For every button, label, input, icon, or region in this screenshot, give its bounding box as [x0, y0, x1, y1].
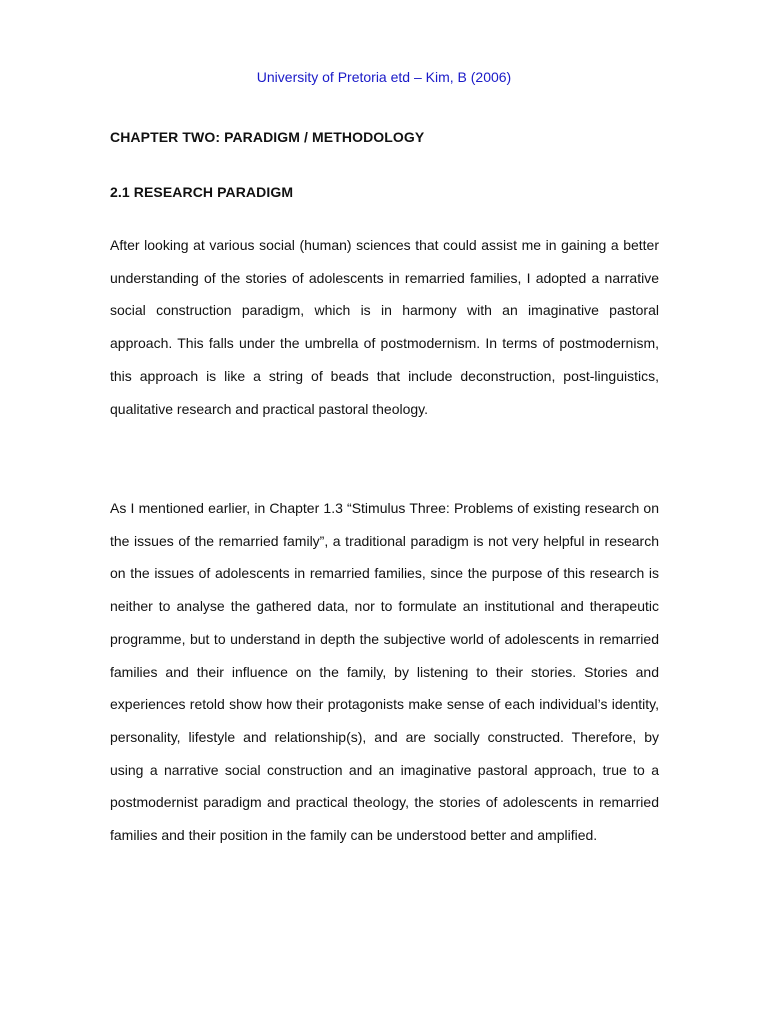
running-header: University of Pretoria etd – Kim, B (2006): [256, 69, 512, 85]
paragraph-2: As I mentioned earlier, in Chapter 1.3 “Stimulus Three: Problems of existing research on the issues of the remarried family”, a traditional paradigm is not very helpful in research on the issues of adolescents in remarried families, since the purpose of this research is neither to analyse the gathered data, nor to formulate an institutional and therapeutic programme, but to understand in depth the subjective world of adolescents in remarried families and their influence on the family, by listening to their stories. Stories and experiences retold show how their protagonists make sense of each individual’s identity, personality, lifestyle and relationship(s), and are socially constructed. Therefore, by using a narrative social construction and an imaginative pastoral approach, true to a postmodernist paradigm and practical theology, the stories of adolescents in remarried families and their position in the family can be understood better and amplified.: [110, 500, 659, 844]
paragraph-1: After looking at various social (human) sciences that could assist me in gaining a better understanding of the stories of adolescents in remarried families, I adopted a narrative social construction paradigm, which is in harmony with an imaginative pastoral approach. This falls under the umbrella of postmodernism. In terms of postmodernism, this approach is like a string of beads that include deconstruction, post-linguistics, qualitative research and practical pastoral theology.: [110, 237, 659, 417]
section-title: 2.1 RESEARCH PARADIGM: [110, 184, 294, 200]
chapter-title: CHAPTER TWO: PARADIGM / METHODOLOGY: [110, 129, 425, 145]
